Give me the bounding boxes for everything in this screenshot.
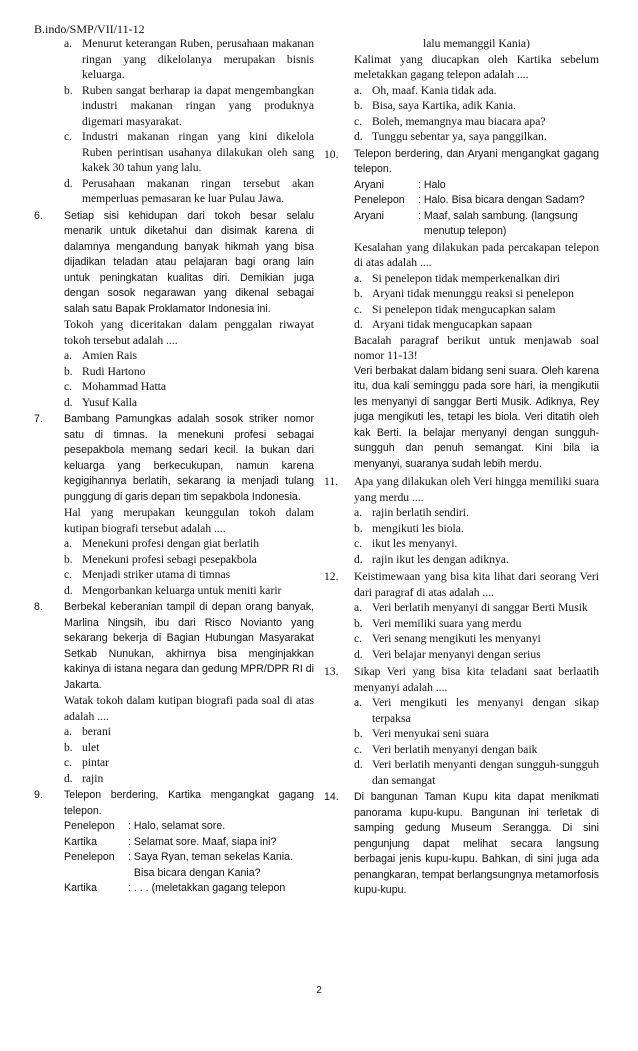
option: b. Veri menyukai seni suara [354, 727, 489, 740]
dialog-line: Kartika : Selamat sore. Maaf, siapa ini? [64, 835, 277, 848]
question-text: Kalimat yang diucapkan oleh Kartika sebelum meletakkan gagang telepon adalah .... [354, 52, 599, 81]
question-passage: Telepon berdering, Kartika mengangkat gagang telepon. [64, 789, 314, 817]
question-text: Kesalahan yang dilakukan pada percakapan telepon di atas adalah .... [354, 240, 599, 269]
option: d. rajin [64, 771, 104, 785]
option: d. Veri belajar menyanyi dengan serius [354, 647, 541, 661]
option: d. Veri berlatih menyanti dengan sungguh-sungguh dan semangat [354, 758, 599, 787]
page-header: B.indo/SMP/VII/11-12 [34, 22, 145, 36]
option: b. Veri memiliki suara yang merdu [354, 616, 522, 630]
option: c. Menjadi striker utama di timnas [64, 568, 231, 581]
option: a. Si penelepon tidak memperkenalkan diri [354, 271, 561, 285]
question-number: 10. [324, 147, 339, 161]
option: a. Amien Rais [64, 349, 138, 362]
question-13 [324, 664, 599, 788]
question-14 [324, 790, 599, 899]
dialog-line: Penelepon : Halo. Bisa bicara dengan Sadam? [354, 194, 585, 206]
question-text: Tokoh yang diceritakan dalam penggalan riwayat tokoh tersebut adalah .... [64, 318, 314, 347]
question-9 [34, 788, 314, 897]
option: d. Aryani tidak mengucapkan sapaan [354, 318, 532, 331]
question-passage: Di bangunan Taman Kupu kita dapat menikmati panorama kupu-kupu. Bangunan ini terletak di samping gedung Museum Serangga. Di sini pengunjung dapat melihat secara langsung berbagai jenis kupu-kupu. Bahkan, di sini juga ada penangkaran, tempat berlangsungnya metamorfosis kupu-kupu. [354, 791, 599, 896]
question-9-continued [324, 36, 599, 145]
option: b. Aryani tidak menunggu reaksi si penelepon [354, 287, 574, 300]
option: d. Mengorbankan keluarga untuk meniti karir [64, 583, 282, 597]
reading-instruction: Bacalah paragraf berikut untuk menjawab soal nomor 11-13! [354, 333, 599, 362]
option: a. Menekuni profesi dengan giat berlatih [64, 537, 260, 550]
dialog-line: Aryani : Maaf, salah sambung. (langsung menutup telepon) [354, 209, 578, 237]
dialog-line: Kartika : . . . (meletakkan gagang telepon [64, 882, 286, 894]
question-passage: Telepon berdering, dan Aryani mengangkat gagang telepon. [354, 147, 599, 175]
dialog-line: Aryani : Halo [354, 178, 446, 191]
option: b. Rudi Hartono [64, 364, 146, 378]
option: d. Tunggu sebentar ya, saya panggilkan. [354, 130, 547, 143]
option: a. Veri berlatih menyanyi di sanggar Berti Musik [354, 601, 588, 614]
option: a. rajin berlatih sendiri. [354, 506, 469, 519]
option: c. Mohammad Hatta [64, 380, 167, 393]
question-number: 8. [34, 601, 43, 613]
question-passage: Bambang Pamungkas adalah sosok striker nomor satu di timnas. Ia menekuni profesi sebagai pesepakbola memang sedari kecil. Ia bukan dari keluarga yang berkecukupan, namun karena kegigihannya berlatih, sekarang ia menjadi tulang punggung di garis depan tim sepakbola Indonesia. [64, 413, 314, 503]
question-10 [324, 147, 599, 473]
option: a. Menurut keterangan Ruben, perusahaan makanan ringan yang dikelolanya merupakan bisnis keluarga. [64, 37, 314, 81]
option: d. Perusahaan makanan ringan tersebut akan memperluas pemasaran ke luar Pulau Jawa. [64, 176, 314, 205]
option: a. berani [64, 725, 111, 738]
question-8 [34, 600, 314, 786]
option: b. Bisa, saya Kartika, adik Kania. [354, 99, 516, 112]
dialog-line: Penelepon : Saya Ryan, teman sekelas Kania. Bisa bicara dengan Kania? [64, 851, 293, 879]
question-passage: Berbekal keberanian tampil di depan orang banyak, Marlina Ningsih, ibu dari Risco Novianto yang sekarang bekerja di Bagian Hubungan Masyarakat Setkab Nunukan, akhirnya bisa menginjakkan kakinya di istana negara dan gedung MPR/DPR RI di Jakarta. [64, 601, 314, 691]
option: c. ikut les menyanyi. [354, 537, 458, 550]
option: a. Oh, maaf. Kania tidak ada. [354, 83, 497, 97]
reading-passage: Veri berbakat dalam bidang seni suara. Oleh karena itu, dua kali seminggu pada sore hari, ia mengikutii les menyanyi di sanggar Berti Musik. Adiknya, Rey juga mengikuti les, tetapi les biola. Veri ditatih oleh kak Berti. Ia belajar menyanyi dengan sungguh-sungguh dan penuh semangat. Kini bila ia menyanyi, suaranya sudah lebih merdu. [354, 364, 599, 470]
question-text: Sikap Veri yang bisa kita teladani saat berlaatih menyanyi adalah .... [354, 665, 599, 694]
question-text: Apa yang dilakukan oleh Veri hingga memiliki suara yang merdu .... [354, 475, 599, 504]
question-text: Watak tokoh dalam kutipan biografi pada soal di atas adalah .... [64, 694, 314, 723]
option: c. Veri senang mengikuti les menyanyi [354, 632, 541, 645]
question-number: 7. [34, 413, 43, 425]
question-number: 13. [324, 665, 339, 678]
question-number: 6. [34, 209, 43, 222]
option: b. Ruben sangat berharap ia dapat mengembangkan industri makanan ringan yang produknya digemari masyarakat. [64, 83, 314, 128]
option: b. mengikuti les biola. [354, 521, 464, 535]
option: b. Menekuni profesi sebagi pesepakbola [64, 552, 257, 566]
option: c. Boleh, memangnya mau biacara apa? [354, 114, 546, 128]
question-number: 11. [324, 475, 339, 488]
right-column [324, 36, 599, 901]
question-11 [324, 474, 599, 567]
question-text: Hal yang merupakan keunggulan tokoh dalam kutipan biografi tersebut adalah .... [64, 506, 314, 535]
question-text: Keistimewaan yang bisa kita lihat dari seorang Veri dari paragraf di atas adalah .... [354, 570, 599, 599]
option: b. ulet [64, 740, 100, 754]
question-passage: Setiap sisi kehidupan dari tokoh besar selalu menarik untuk diketahui dan disimak karena di dalamnya mengandung banyak hikmah yang bisa dijadikan teladan atau pelajaran bagi orang lain untuk peningkatan kualitas diri. Demikian juga dengan sosok negarawan yang dikenal sebagai salah satu Bapak Proklamator Indonesia ini. [64, 209, 314, 315]
page-number: 2 [316, 985, 322, 996]
question-number: 9. [34, 789, 43, 801]
question-number: 12. [324, 570, 339, 583]
option: c. Veri berlatih menyanyi dengan baik [354, 742, 538, 756]
question-12 [324, 569, 599, 662]
question-number: 14. [324, 791, 339, 803]
option: d. Yusuf Kalla [64, 395, 138, 409]
dialog-line: Penelepon : Halo, selamat sore. [64, 820, 226, 832]
question-5-options [34, 36, 314, 207]
left-column [34, 36, 314, 899]
option: a. Veri mengikuti les menyanyi dengan sikap terpaksa [354, 696, 599, 725]
question-6 [34, 209, 314, 411]
dialog-continuation: lalu memanggil Kania) [423, 37, 530, 50]
option: c. Si penelepon tidak mengucapkan salam [354, 302, 556, 316]
option: d. rajin ikut les dengan adiknya. [354, 552, 509, 566]
option: c. Industri makanan ringan yang kini dikelola Ruben perintisan usahanya dilakukan oleh sang kakek 30 tahun yang lalu. [64, 130, 314, 174]
option: c. pintar [64, 756, 110, 769]
question-7 [34, 412, 314, 598]
